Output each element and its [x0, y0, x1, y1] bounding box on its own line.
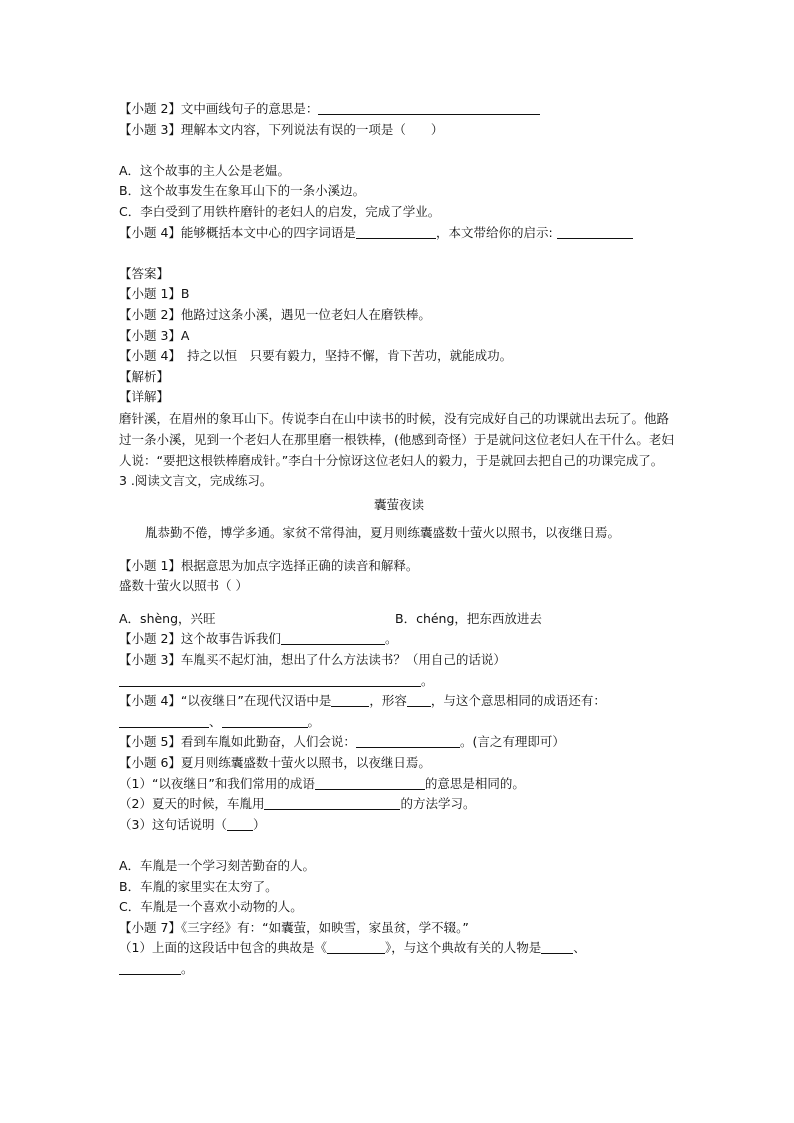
s3-question-6-2 — [119, 794, 679, 815]
s3-q7-1-text: （1）上面的这段话中包含的典故是《 — [119, 940, 327, 956]
question-4-text: 【小题 4】能够概括本文中心的四字词语是 — [119, 224, 356, 240]
document-page — [119, 99, 679, 980]
answer-heading: 【答案】 — [119, 265, 170, 281]
answer-blank[interactable] — [264, 795, 400, 810]
s3-question-5 — [119, 732, 679, 753]
s3-question-7-1 — [119, 938, 679, 959]
s3-question-2-text: 【小题 2】这个故事告诉我们 — [119, 631, 281, 647]
s3-question-3-answer — [119, 671, 679, 692]
answer-blank[interactable] — [327, 939, 385, 954]
answer-blank[interactable] — [407, 692, 431, 707]
s3-q6-1-text: （1）“以夜继日”和我们常用的成语 — [119, 775, 315, 791]
s3-q6-1-text-b: 的意思是相同的。 — [424, 775, 525, 791]
s3-question-5-text: 【小题 5】看到车胤如此勤奋，人们会说： — [119, 734, 356, 750]
s3-option-b: B．车胤的家里实在太穷了。 — [119, 878, 278, 894]
answer-blank[interactable] — [119, 713, 209, 728]
punct: 、 — [209, 713, 222, 729]
punct: ） — [252, 816, 266, 832]
question-2 — [119, 99, 679, 120]
question-4-text-b: ，本文带给你的启示: — [435, 224, 553, 240]
s3-question-4-answers — [119, 712, 679, 733]
answer-blank[interactable] — [281, 630, 385, 645]
answer-blank[interactable] — [557, 224, 633, 239]
answer-blank[interactable] — [356, 224, 436, 239]
s3-question-4-text: 【小题 4】“以夜继日”在现代汉语中是 — [119, 693, 332, 709]
s3-question-7: 【小题 7】《三字经》有：“如囊萤，如映雪，家虽贫，学不辍。” — [119, 919, 469, 935]
s3-question-3: 【小题 3】车胤买不起灯油，想出了什么方法读书？（用自己的话说） — [119, 652, 506, 668]
s3-q7-1-text-b: 》，与这个典故有关的人物是 — [384, 940, 542, 956]
answer-blank[interactable] — [541, 939, 573, 954]
answer-blank[interactable] — [331, 692, 369, 707]
s3-question-4-text-b: ，形容 — [369, 693, 407, 709]
answer-blank[interactable] — [227, 816, 253, 831]
punct: 。 — [421, 672, 434, 688]
answer-blank[interactable] — [119, 960, 181, 975]
passage-title: 囊萤夜读 — [373, 496, 424, 512]
s3-question-2 — [119, 629, 679, 650]
answer-blank[interactable] — [318, 100, 540, 115]
s3-question-7-answer — [119, 959, 679, 980]
s3-question-4 — [119, 691, 679, 712]
punct: 、 — [573, 940, 586, 956]
s3-question-6-1 — [119, 774, 679, 795]
option-b: B．这个故事发生在象耳山下的一条小溪边。 — [119, 183, 366, 199]
punct: 。 — [384, 631, 398, 647]
answer-blank[interactable] — [356, 733, 460, 748]
detail-paragraph: 磨针溪，在眉州的象耳山下。传说李白在山中读书的时候，没有完成好自己的功课就出去玩了。他路过一条小溪，见到一个老妇人在那里磨一根铁棒，(他感到奇怪）于是就问这位老妇人在干什么。老妇人说：“要把这根铁棒磨成针。”李白十分惊讶这位老妇人的毅力，于是就回去把自己的功课完成了。 — [119, 410, 674, 468]
passage-text: 胤恭勤不倦，博学多通。家贫不常得油，夏月则练囊盛数十萤火以照书，以夜继日焉。 — [145, 525, 621, 541]
analysis-heading: 【解析】 — [119, 368, 170, 384]
question-2-text: 【小题 2】文中画线句子的意思是： — [119, 101, 319, 116]
answer-blank[interactable] — [315, 775, 425, 790]
s3-question-6-3 — [119, 815, 679, 836]
question-4 — [119, 223, 679, 244]
s3-option-c: C．车胤是一个喜欢小动物的人。 — [119, 899, 303, 915]
answer-3: 【小题 3】A — [119, 327, 190, 343]
question-3 — [119, 120, 679, 141]
punct: 。 — [181, 960, 194, 976]
s3-question-6: 【小题 6】夏月则练囊盛数十萤火以照书，以夜继日焉。 — [119, 755, 431, 771]
s3-q6-2-text: （2）夏天的时候，车胤用 — [119, 796, 265, 812]
s3-question-1-line: 盛数十萤火以照书（ ） — [119, 578, 248, 594]
option-c: C．李白受到了用铁杵磨针的老妇人的启发，完成了学业。 — [119, 203, 441, 219]
question-3-text: 【小题 3】理解本文内容，下列说法有误的一项是（ ） — [119, 121, 444, 137]
s3-question-5-text-b: 。(言之有理即可） — [459, 734, 565, 750]
option-a: A．这个故事的主人公是老媪。 — [119, 162, 291, 178]
s3-question-4-text-c: ，与这个意思相同的成语还有： — [430, 693, 606, 709]
s3-question-1: 【小题 1】根据意思为加点字选择正确的读音和解释。 — [119, 557, 419, 573]
section-3-intro: 3 .阅读文言文，完成练习。 — [119, 472, 273, 488]
s3-q1-options — [119, 609, 679, 630]
answer-2: 【小题 2】他路过这条小溪，遇见一位老妇人在磨铁棒。 — [119, 306, 431, 322]
detail-heading: 【详解】 — [119, 389, 170, 405]
punct: 。 — [307, 713, 321, 729]
answer-blank[interactable] — [222, 713, 308, 728]
s3-option-a: A．车胤是一个学习刻苦勤奋的人。 — [119, 858, 316, 873]
s3-q6-2-text-b: 的方法学习。 — [400, 796, 476, 812]
answer-blank[interactable] — [119, 672, 421, 687]
answer-4: 【小题 4】 持之以恒 只要有毅力，坚持不懈，肯下苦功，就能成功。 — [119, 348, 513, 364]
s3-q1-option-a: A．shèng，兴旺 — [119, 610, 216, 626]
s3-q1-option-b: B．chéng，把东西放进去 — [395, 610, 542, 626]
s3-q6-3-text: （3）这句话说明（ — [119, 816, 227, 832]
answer-1: 【小题 1】B — [119, 286, 190, 302]
